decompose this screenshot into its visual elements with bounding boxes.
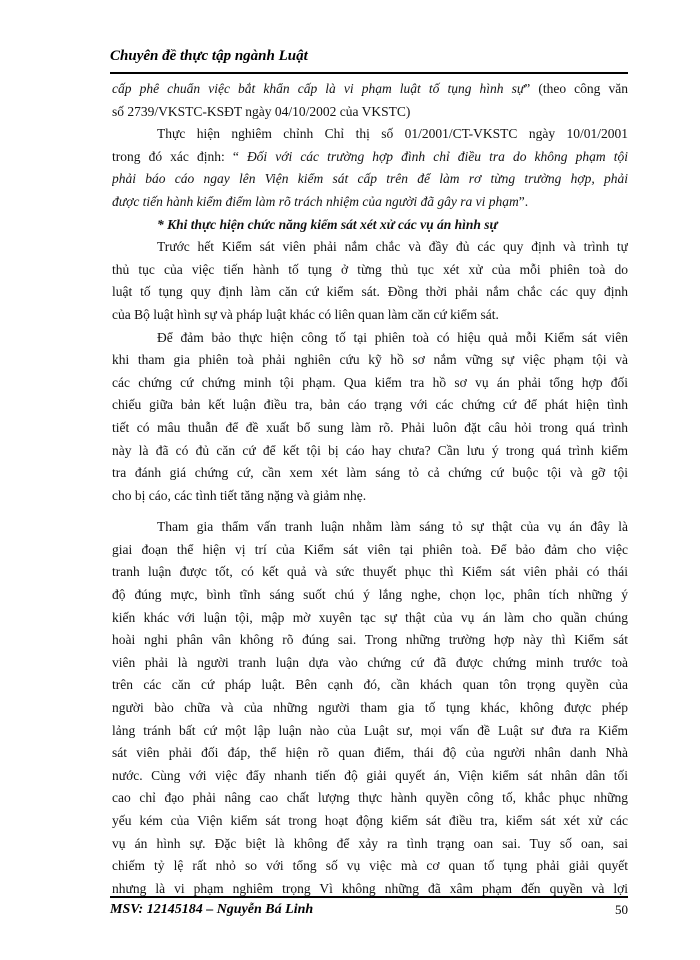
text-line: được tiến hành kiểm điểm làm rõ trách nhiệm của người đã gây ra vi phạm”. (112, 193, 529, 209)
text-line: trên các căn cứ pháp luật. Bên cạnh đó, cần khách quan tôn trọng quyền của (112, 677, 628, 693)
text-line: Trước hết Kiểm sát viên phải nắm chắc và đầy đủ các quy định và trình tự (157, 239, 628, 255)
text-line: sát viên phải đối đáp, thể hiện rõ quan điểm, thái độ của người nhân danh Nhà (112, 745, 628, 761)
header-title: Chuyên đề thực tập ngành Luật (110, 48, 308, 64)
text-line: độ đúng mực, bình tĩnh sáng suốt chú ý lắng nghe, chọn lọc, phân tích những ý (112, 587, 628, 603)
text-line: cao chỉ đạo phải nâng cao chất lượng thực hành quyền công tố, khắc phục những (112, 790, 628, 806)
page-header (110, 48, 628, 74)
text-line: giai đoạn thể hiện vị trí của Kiểm sát viên tại phiên toà. Để bảo đảm cho việc (112, 541, 628, 557)
text-line: chiếu giữa bản kết luận điều tra, bản cáo trạng với các chứng cứ để phát hiện tình (112, 397, 628, 413)
text-line: yếu kém của Viện kiểm sát trong hoạt động kiểm sát điều tra, kiểm sát xét xử các (112, 813, 628, 828)
text-line: trong đó xác định: “ Đối với các trường hợp đình chỉ điều tra do không phạm tội (112, 148, 628, 164)
text-line: các chứng cứ chứng minh tội phạm. Qua kiểm tra hồ sơ vụ án phải tổng hợp đối (112, 374, 628, 390)
text-line: số 2739/VKSTC-KSĐT ngày 04/10/2002 của VKSTC) (112, 103, 411, 119)
text-line: Để đảm bảo thực hiện công tố tại phiên toà có hiệu quả mỗi Kiểm sát viên (157, 329, 628, 345)
text-line: Thực hiện nghiêm chỉnh Chỉ thị số 01/2001/CT-VKSTC ngày 10/01/2001 (157, 126, 628, 142)
text-line: tiết có mâu thuẫn để đề xuất bổ sung làm rõ. Phải luôn đặt câu hỏi trong quá trình (112, 419, 628, 435)
text-line: thủ tục của việc tiến hành tố tụng ở từng thủ tục xét xử của mỗi phiên toà do (112, 261, 628, 277)
text-line: chiếm tỷ lệ rất nhỏ so với tổng số vụ việc mà cơ quan tố tụng phải giải quyết (112, 858, 628, 874)
text-line: nhưng là vi phạm nghiêm trọng Vì không những đã xâm phạm đến quyền và lợi (112, 880, 628, 896)
text-line: của Bộ luật hình sự và pháp luật khác có liên quan làm căn cứ kiểm sát. (112, 306, 499, 322)
page-number: 50 (615, 902, 628, 917)
text-line: viên phải là người tranh luận dựa vào chứng cứ đã được chứng minh trước toà (112, 654, 628, 670)
page-footer (110, 896, 628, 920)
text-line: phải báo cáo ngay lên Viện kiểm sát cấp trên để làm rơ từng trường hợp, phải (112, 171, 628, 187)
text-line: lảng tránh bất cứ một lập luận nào của Luật sư, mọi vấn đề Luật sư đưa ra Kiểm (112, 722, 628, 738)
text-line: tra đánh giá chứng cứ, cần xem xét làm sáng tỏ cả chứng cứ buộc tội và gỡ tội (112, 465, 628, 481)
text-line: này là đã có đủ căn cứ để kết tội bị cáo hay chưa? Cần lưu ý trong quá trình kiểm (112, 442, 628, 458)
text-line: cấp phê chuẩn việc bắt khẩn cấp là vi phạm luật tố tụng hình sự” (theo công văn (112, 81, 628, 96)
student-id-name: MSV: 12145184 – Nguyễn Bá Linh (110, 902, 314, 917)
body-text (112, 78, 628, 900)
text-line: luật tố tụng quy định làm căn cứ kiểm sát. Đồng thời phải nắm chắc các quy định (112, 284, 628, 300)
text-line: cho bị cáo, các tình tiết tăng nặng và giảm nhẹ. (112, 487, 367, 503)
text-line: tranh luận được tốt, có kết quả và sức thuyết phục thì Kiểm sát viên phải có thái (112, 564, 628, 580)
text-line: hoài nghi phân vân không rõ đúng sai. Trong những trường hợp này thì Kiểm sát (112, 632, 628, 648)
text-line: kiến khác với luận tội, mập mờ xuyên tạc sự thật của vụ án làm cho quần chúng (112, 609, 628, 625)
text-line: khi tham gia phiên toà phải nghiên cứu kỹ hồ sơ nắm vững sự việc phạm tội và (112, 352, 628, 368)
text-line: vụ án hình sự. Đặc biệt là không để xảy ra tình trạng oan sai. Tuy số oan, sai (112, 835, 628, 851)
text-line: người bào chữa và của những người tham gia tố tụng khác, không được phép (112, 700, 628, 716)
section-heading: * Khi thực hiện chức năng kiểm sát xét xử các vụ án hình sự (157, 216, 498, 232)
text-line: Tham gia thẩm vấn tranh luận nhằm làm sáng tỏ sự thật của vụ án đây là (157, 519, 628, 535)
text-line: nước. Cùng với việc đẩy nhanh tiến độ giải quyết án, Viện kiểm sát nhân dân tối (112, 767, 628, 783)
